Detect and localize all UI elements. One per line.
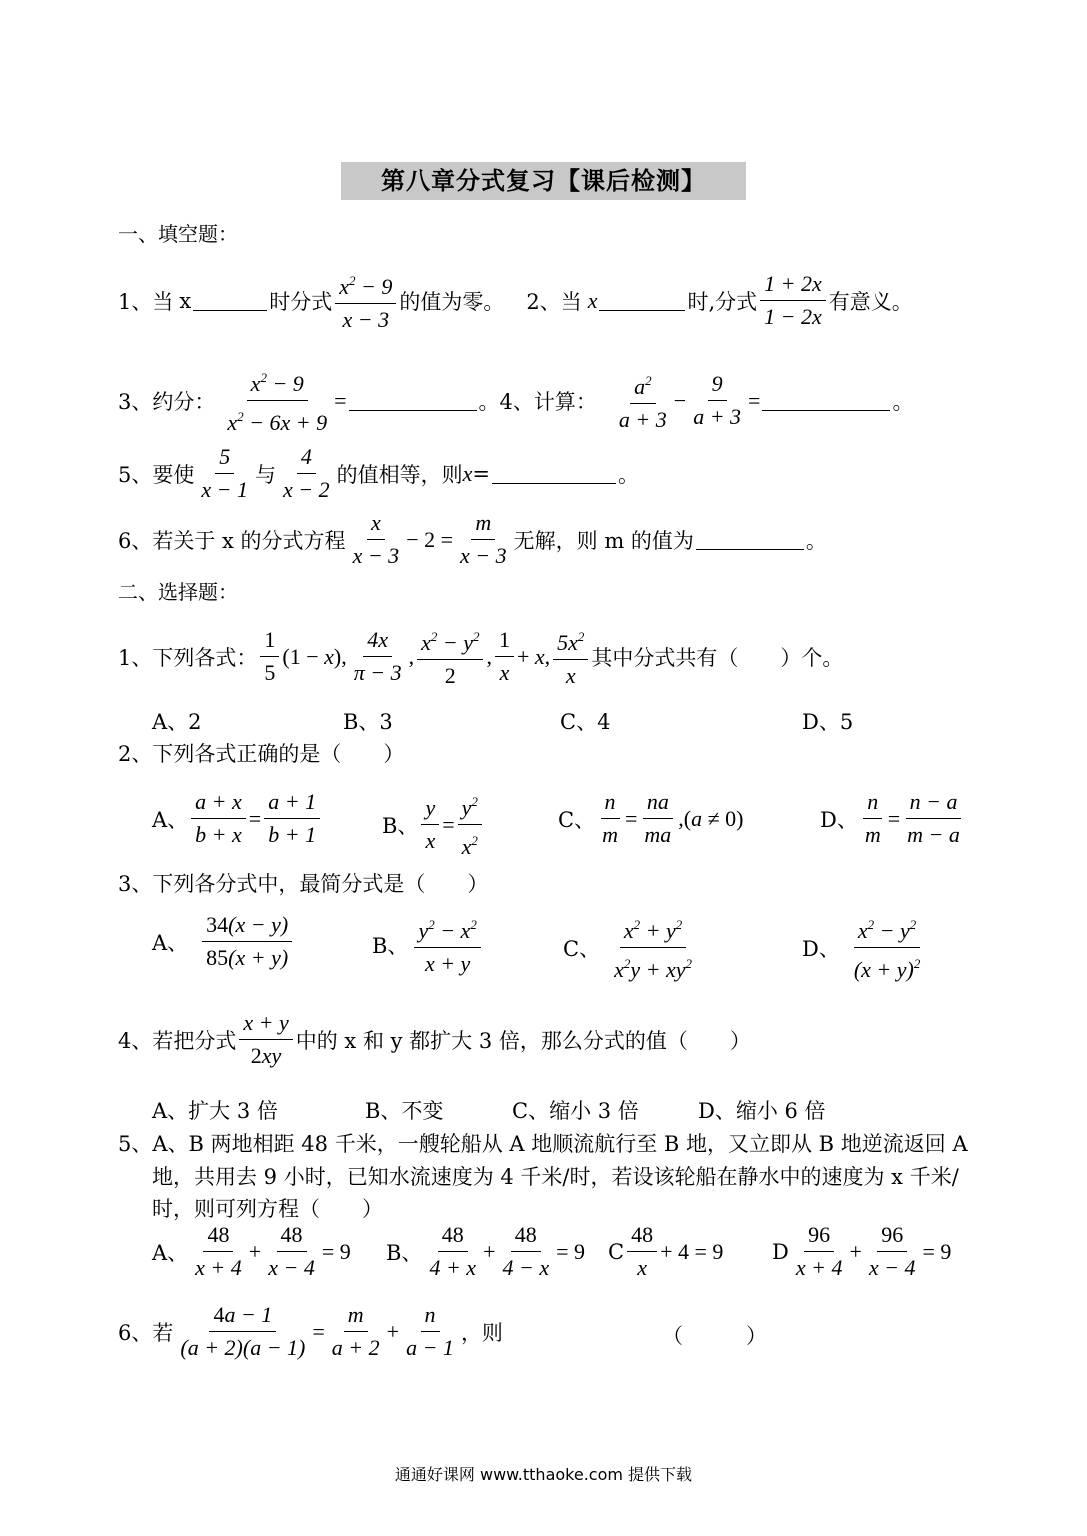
- q2-text: 时,分式: [687, 289, 758, 314]
- c3-option-d[interactable]: D、 $\frac{x^2 - y^2}{(x + y)^2}$: [802, 912, 927, 983]
- q5-blank[interactable]: [492, 463, 616, 484]
- q3-end: 。: [478, 389, 500, 414]
- c1-expr-1: $\frac{1}{5}$: [260, 627, 279, 686]
- c5-line-1: 5、A、B 两地相距 48 千米，一艘轮船从 A 地顺流航行至 B 地，又立即从 B 地逆流返回 A: [118, 1132, 968, 1156]
- q5-end: 。: [618, 462, 639, 487]
- q6-number: 6、若关于 x 的分式方程: [118, 528, 346, 553]
- c3-option-a[interactable]: A、 $\frac{34(x - y)}{85(x + y)}$: [152, 912, 295, 971]
- c1-expr-2: $\frac{4x}{\pi - 3}$: [353, 627, 402, 685]
- c5-option-d[interactable]: D $\frac{96}{x + 4}$ + $\frac{96}{x - 4}$ = 9: [772, 1222, 952, 1280]
- choice-4: [118, 1010, 751, 1069]
- c1-end: 其中分式共有（ ）个。: [591, 645, 844, 670]
- q1-text2: 的值为零。: [399, 289, 505, 314]
- c4-option-d[interactable]: D、缩小 6 倍: [698, 1099, 826, 1123]
- c2-option-c[interactable]: C、 $\frac{n}{m}$ = $\frac{na}{ma}$ ,(a ≠ 0): [558, 789, 744, 847]
- q4-fraction-a: $\frac{a^2}{a + 3}$: [615, 368, 671, 433]
- q4-fraction-b: $\frac{9}{a + 3}$: [693, 371, 742, 429]
- q2-fraction: $\frac{1 + 2x}{1 - 2x}$: [760, 271, 826, 330]
- c4-option-c[interactable]: C、缩小 3 倍: [512, 1099, 639, 1123]
- q4-number: 4、计算：: [499, 389, 597, 414]
- q6-fraction-b: $\frac{m}{x - 3}$: [460, 510, 507, 568]
- c4-text: 中的 x 和 y 都扩大 3 倍，那么分式的值（ ）: [295, 1028, 751, 1053]
- c1-option-a[interactable]: A、2: [152, 710, 202, 734]
- c4-fraction: $\frac{x + y}{2xy}$: [239, 1010, 292, 1069]
- q6-text: 无解，则 m 的值为: [513, 528, 694, 553]
- q3-equals: =: [334, 387, 347, 413]
- choice-6: 6、若 $\frac{4a - 1}{(a + 2)(a - 1)}$ = $\frac{m}{a + 2}$ + $\frac{n}{a - 1}$ ，则: [118, 1302, 503, 1360]
- c2-option-a[interactable]: A、 $\frac{a + x}{b + x}$ = $\frac{a + 1}{b + 1}$: [152, 789, 323, 848]
- c3-option-c[interactable]: C、 $\frac{x^2 + y^2}{x^2y + xy^2}$: [563, 912, 699, 983]
- q3-fraction: $\frac{x^2 - 9}{x^2 - 6x + 9}$: [223, 365, 331, 436]
- q5-eq: =: [472, 461, 490, 486]
- q4-equals: =: [748, 387, 761, 413]
- c4-option-a[interactable]: A、扩大 3 倍: [152, 1099, 278, 1123]
- c6-number: 6、若: [118, 1320, 174, 1345]
- question-1-2: 1、当 x 时分式 $\frac{x^2 - 9}{x - 3}$ 的值为零。 2、当 x 时,分式 $\frac{1 + 2x}{1 - 2x}$ 有意义。: [118, 268, 913, 333]
- c5-line-3: 时，则可列方程（ ）: [152, 1197, 383, 1221]
- q6-end: 。: [805, 528, 827, 553]
- question-3-4: [118, 365, 913, 436]
- footer: 通通好课网 www.tthaoke.com 提供下载: [394, 1465, 693, 1484]
- section-fill-blank: 一、填空题：: [118, 222, 238, 246]
- page-title: 第八章分式复习【课后检测】: [341, 162, 746, 200]
- c4-number: 4、若把分式: [118, 1028, 237, 1053]
- c3-option-b[interactable]: B、 $\frac{y^2 - x^2}{x + y}$: [372, 912, 484, 977]
- q2-text2: 有意义。: [828, 289, 913, 314]
- c5-option-a[interactable]: A、 $\frac{48}{x + 4}$ + $\frac{48}{x - 4}$ = 9: [152, 1222, 351, 1280]
- q1-number: 1、当: [118, 289, 174, 314]
- c6-fraction-b: $\frac{m}{a + 2}$: [331, 1302, 380, 1360]
- q1-var: x: [179, 288, 192, 313]
- q5-var: x: [462, 460, 473, 486]
- q5-fraction-b: $\frac{4}{x - 2}$: [283, 444, 330, 502]
- section-multiple-choice: 二、选择题：: [118, 580, 238, 604]
- c1-number: 1、下列各式：: [118, 645, 258, 670]
- c1-expr-4: $\frac{1}{x}$: [495, 627, 514, 686]
- c6-fraction-c: $\frac{n}{a - 1}$: [406, 1302, 454, 1360]
- q2-blank[interactable]: [599, 290, 685, 311]
- q1-fraction: $\frac{x^2 - 9}{x - 3}$: [335, 268, 396, 333]
- q3-blank[interactable]: [349, 390, 477, 411]
- c2-option-b[interactable]: B、 $\frac{y}{x}$ = $\frac{y^2}{x^2}$: [382, 789, 485, 860]
- c6-text: ，则: [460, 1320, 503, 1345]
- question-5: [118, 444, 639, 503]
- question-6: [118, 510, 827, 569]
- choice-1: 1、下列各式： $\frac{1}{5}$ (1 − x), $\frac{4x}{\pi - 3}$ , $\frac{x^2 - y^2}{2}$ , $\frac{1}{x}$ + x, $\frac{5x^2}{x}$ 其中分式共有（ ）个。: [118, 624, 843, 689]
- q4-end: 。: [892, 389, 914, 414]
- c2-option-d[interactable]: D、 $\frac{n}{m}$ = $\frac{n - a}{m - a}$: [820, 789, 960, 847]
- q5-text: 的值相等，则: [336, 462, 463, 487]
- c6-answer-paren[interactable]: （ ）: [662, 1324, 767, 1348]
- c4-option-b[interactable]: B、不变: [365, 1099, 444, 1123]
- q6-minus: − 2 =: [406, 526, 454, 552]
- q3-number: 3、约分：: [118, 389, 216, 414]
- c5-option-b[interactable]: B、 $\frac{48}{4 + x}$ + $\frac{48}{4 - x}$ = 9: [386, 1222, 586, 1280]
- q5-mid: 与: [255, 462, 276, 487]
- q6-fraction-a: $\frac{x}{x - 3}$: [352, 510, 400, 568]
- q1-text: 时分式: [269, 289, 333, 314]
- c5-option-c[interactable]: C $\frac{48}{x}$ + 4 = 9: [608, 1222, 724, 1280]
- q4-blank[interactable]: [762, 390, 890, 411]
- q4-minus: −: [673, 387, 687, 413]
- q5-fraction-a: $\frac{5}{x - 1}$: [201, 444, 248, 502]
- q1-blank[interactable]: [193, 290, 267, 311]
- q6-blank[interactable]: [696, 529, 804, 550]
- c1-option-c[interactable]: C、4: [560, 710, 611, 734]
- c5-line-2: 地，共用去 9 小时，已知水流速度为 4 千米/时，若设该轮船在静水中的速度为 x 千米/: [152, 1165, 959, 1189]
- q5-number: 5、要使: [118, 462, 195, 487]
- choice-2: 2、下列各式正确的是（ ）: [118, 742, 405, 766]
- choice-3: 3、下列各分式中，最简分式是（ ）: [118, 872, 489, 896]
- c1-expr-5: $\frac{5x^2}{x}$: [553, 624, 588, 689]
- q2-number: 2、当: [526, 289, 582, 314]
- c1-option-b[interactable]: B、3: [343, 710, 393, 734]
- c1-option-d[interactable]: D、5: [802, 710, 854, 734]
- c1-expr-3: $\frac{x^2 - y^2}{2}$: [417, 624, 483, 689]
- c6-fraction-a: $\frac{4a - 1}{(a + 2)(a - 1)}$: [180, 1302, 306, 1360]
